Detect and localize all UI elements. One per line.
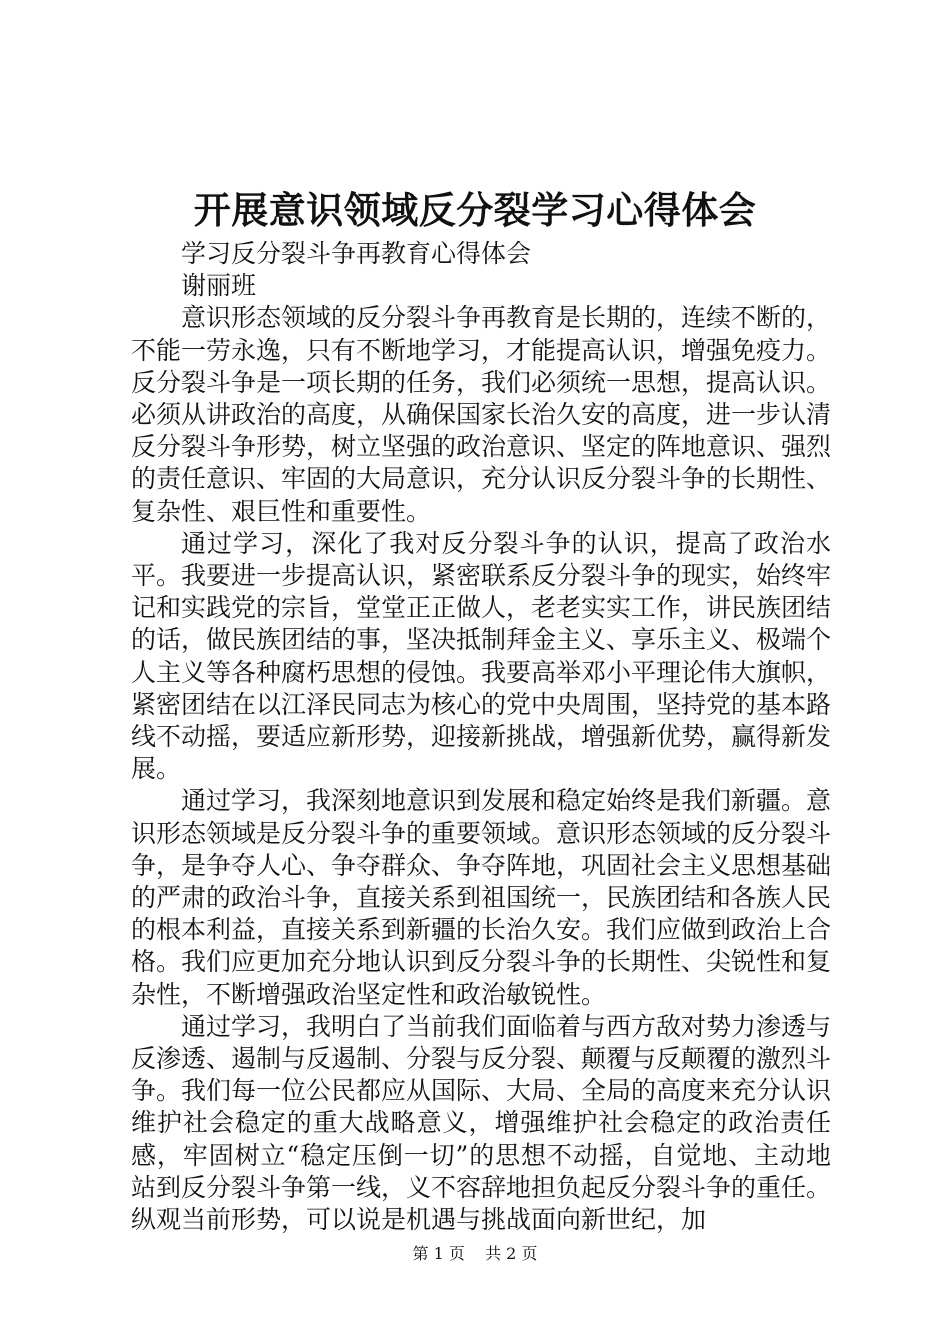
page-footer [0,1244,950,1264]
total-pages: 共 2 页 [485,1244,538,1263]
document-subtitle: 学习反分裂斗争再教育心得体会 [181,239,532,268]
body-paragraph-3: 通过学习，我深刻地意识到发展和稳定始终是我们新疆。意识形态领域是反分裂斗争的重要领域。意识形态领域的反分裂斗争，是争夺人心、争夺群众、争夺阵地，巩固社会主义思想基础的严肃的政治斗争，直接关系到祖国统一，民族团结和各族人民的根本利益，直接关系到新疆的长治久安。我们应做到政治上合格。我们应更加充分地认识到反分裂斗争的长期性、尖锐性和复杂性，不断增强政治坚定性和政治敏锐性。 [131,786,832,1009]
body-paragraph-2: 通过学习，深化了我对反分裂斗争的认识，提高了政治水平。我要进一步提高认识，紧密联系反分裂斗争的现实，始终牢记和实践党的宗旨，堂堂正正做人，老老实实工作，讲民族团结的话，做民族团结的事，坚决抵制拜金主义、享乐主义、极端个人主义等各种腐朽思想的侵蚀。我要高举邓小平理论伟大旗帜，紧密团结在以江泽民同志为核心的党中央周围，坚持党的基本路线不动摇，要适应新形势，迎接新挑战，增强新优势，赢得新发展。 [131,528,832,784]
document-body [131,238,831,1236]
body-paragraph-4: 通过学习，我明白了当前我们面临着与西方敌对势力渗透与反渗透、遏制与反遏制、分裂与反分裂、颠覆与反颠覆的激烈斗争。我们每一位公民都应从国际、大局、全局的高度来充分认识维护社会稳定的重大战略意义，增强维护社会稳定的政治责任感，牢固树立“稳定压倒一切”的思想不动摇，自觉地、主动地站到反分裂斗争第一线，义不容辞地担负起反分裂斗争的重任。纵观当前形势，可以说是机遇与挑战面向新世纪，加 [131,1011,832,1235]
page-number: 第 1 页 [412,1244,465,1263]
body-paragraph-1: 意识形态领域的反分裂斗争再教育是长期的，连续不断的，不能一劳永逸，只有不断地学习，才能提高认识，增强免疫力。反分裂斗争是一项长期的任务，我们必须统一思想，提高认识。必须从讲政治的高度，从确保国家长治久安的高度，进一步认清反分裂斗争形势，树立坚强的政治意识、坚定的阵地意识、强烈的责任意识、牢固的大局意识，充分认识反分裂斗争的长期性、复杂性、艰巨性和重要性。 [131,303,832,526]
document-author: 谢丽班 [181,271,257,301]
document-title: 开展意识领域反分裂学习心得体会 [193,188,757,232]
